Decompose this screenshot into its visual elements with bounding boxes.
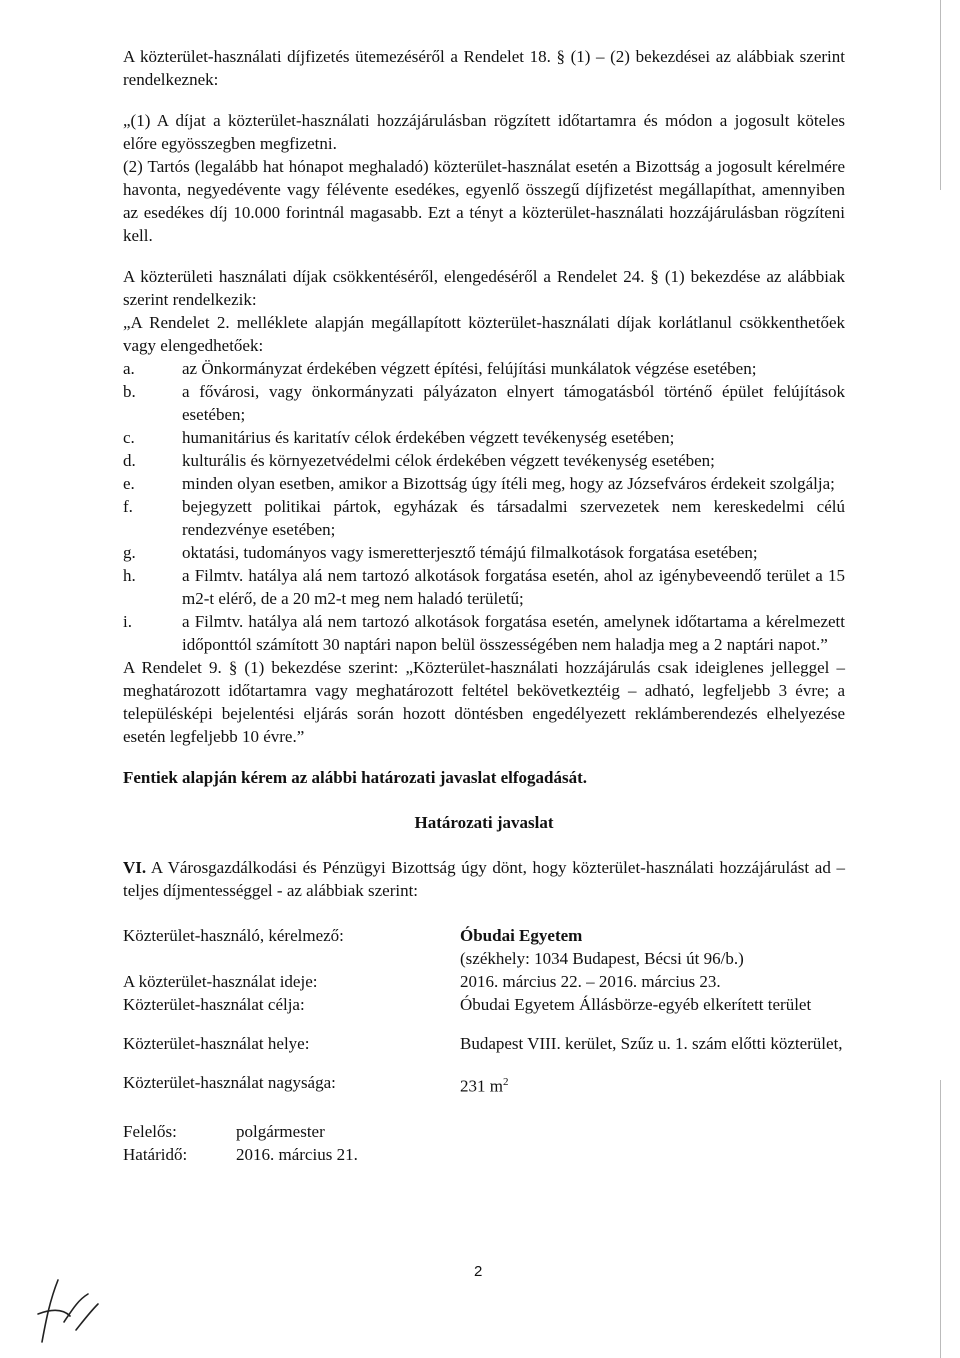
list-letter: h. [123, 566, 136, 585]
intro-paragraph-fee-schedule: A közterület-használati díjfizetés ütemezéséről a Rendelet 18. § (1) – (2) bekezdései az alábbiak szerint rendelkeznek: [123, 47, 845, 89]
list-letter: e. [123, 474, 135, 493]
quote-paragraph-1: „(1) A díjat a közterület-használati hozzájárulásban rögzített időtartamra és módon a jogosult köteles előre egyösszegben megfizetni. [123, 111, 845, 153]
list-item [123, 610, 845, 656]
list-text: kulturális és környezetvédelmi célok érdekében végzett tevékenység esetében; [182, 451, 715, 470]
request-statement: Fentiek alapján kérem az alábbi határozati javaslat elfogadását. [123, 768, 588, 787]
paragraph-rule-9: A Rendelet 9. § (1) bekezdése szerint: „Közterület-használati hozzájárulás csak ideiglenes jelleggel – meghatározott időtartamra vagy meghatározott feltétel bekövetkeztéig – adható, legfeljebb 3 évre; a településképi bejelentési eljárás során hozott döntésben engedélyezett reklámberendezés elhelyezése esetén legfeljebb 10 évre.” [123, 658, 845, 746]
page-number: 2 [474, 1263, 483, 1280]
resolution-details [123, 924, 845, 1098]
quote-paragraph-2: (2) Tartós (legalább hat hónapot meghaladó) közterület-használat esetén a Bizottság a jogosult kérelmére havonta, negyedévente vagy félévente esedékes, egyenlő összegű díjfizetést megállapíthat, amennyiben az esedékes díj 10.000 forintnál magasabb. Ezt a tényt a közterület-használati hozzájárulásban rögzíteni kell. [123, 157, 845, 245]
list-letter: b. [123, 382, 136, 401]
list-item [123, 426, 845, 449]
place-value: Budapest VIII. kerület, Szűz u. 1. szám előtti közterület, [460, 1034, 843, 1053]
quote-list-intro: „A Rendelet 2. melléklete alapján megállapított közterület-használati díjak korlátlanul csökkenthetőek vagy elengedhetőek: [123, 313, 845, 355]
list-text: a fővárosi, vagy önkormányzati pályázaton elnyert támogatásból történő épület felújítások esetében; [182, 382, 845, 424]
responsibility-block [123, 1120, 845, 1166]
list-text: humanitárius és karitatív célok érdekében végzett tevékenység esetében; [182, 428, 675, 447]
list-item [123, 564, 845, 610]
purpose-value: Óbudai Egyetem Állásbörze-egyéb elkerített terület [460, 995, 812, 1014]
list-item [123, 357, 845, 380]
size-label: Közterület-használat nagysága: [123, 1073, 336, 1092]
time-label: A közterület-használat ideje: [123, 972, 318, 991]
scan-edge-line [940, 1080, 955, 1358]
list-item [123, 495, 845, 541]
resolution-text: A Városgazdálkodási és Pénzügyi Bizottság úgy dönt, hogy közterület-használati hozzájárulást ad – teljes díjmentességgel - az alábbiak szerint: [123, 858, 846, 900]
list-item [123, 449, 845, 472]
place-label: Közterület-használat helye: [123, 1034, 310, 1053]
list-letter: d. [123, 451, 136, 470]
list-letter: f. [123, 497, 133, 516]
signature-icon [28, 1270, 108, 1350]
size-value [460, 1071, 845, 1098]
intro-paragraph-fee-reduction: A közterületi használati díjak csökkentéséről, elengedéséről a Rendelet 24. § (1) bekezdése az alábbiak szerint rendelkezik: [123, 267, 845, 309]
list-item [123, 541, 845, 564]
list-text: az Önkormányzat érdekében végzett építési, felújítási munkálatok végzése esetében; [182, 359, 757, 378]
list-text: a Filmtv. hatálya alá nem tartozó alkotások forgatása esetén, ahol az igénybeveendő terület a 15 m2-t elérő, de a 20 m2-t meg nem haladó területű; [182, 566, 845, 608]
user-label: Közterület-használó, kérelmező: [123, 926, 344, 945]
list-text: bejegyzett politikai pártok, egyházak és társadalmi szervezetek nem kereskedelmi célú rendezvénye esetében; [182, 497, 845, 539]
list-text: minden olyan esetben, amikor a Bizottság úgy ítéli meg, hogy az Józsefváros érdekeit szolgálja; [182, 474, 835, 493]
list-letter: c. [123, 428, 135, 447]
list-item [123, 472, 845, 495]
deadline-value: 2016. március 21. [236, 1144, 358, 1164]
user-value: Óbudai Egyetem [460, 926, 583, 945]
responsible-value: polgármester [236, 1121, 325, 1141]
list-text: oktatási, tudományos vagy ismeretterjesztő témájú filmalkotások forgatása esetében; [182, 543, 758, 562]
time-value: 2016. március 22. – 2016. március 23. [460, 972, 721, 991]
list-letter: a. [123, 359, 135, 378]
size-superscript: 2 [502, 1076, 509, 1088]
purpose-label: Közterület-használat célja: [123, 995, 305, 1014]
list-text: a Filmtv. hatálya alá nem tartozó alkotások forgatása esetén, amelynek időtartama a kérelmezett időponttól számított 30 naptári napon belül összességében nem haladja meg a 2 naptári napot.” [182, 612, 845, 654]
document-page [123, 45, 845, 1166]
resolution-vi [123, 856, 845, 902]
resolution-number: VI. [123, 858, 147, 877]
proposal-heading: Határozati javaslat [414, 813, 554, 832]
scan-edge-line [940, 0, 955, 190]
list-letter: g. [123, 543, 136, 562]
exemption-list [123, 357, 845, 656]
list-item [123, 380, 845, 426]
list-letter: i. [123, 612, 132, 631]
responsible-label: Felelős: [123, 1121, 177, 1141]
size-number: 231 m [460, 1076, 503, 1096]
deadline-label: Határidő: [123, 1144, 188, 1164]
seat-value: (székhely: 1034 Budapest, Bécsi út 96/b.) [460, 949, 744, 968]
